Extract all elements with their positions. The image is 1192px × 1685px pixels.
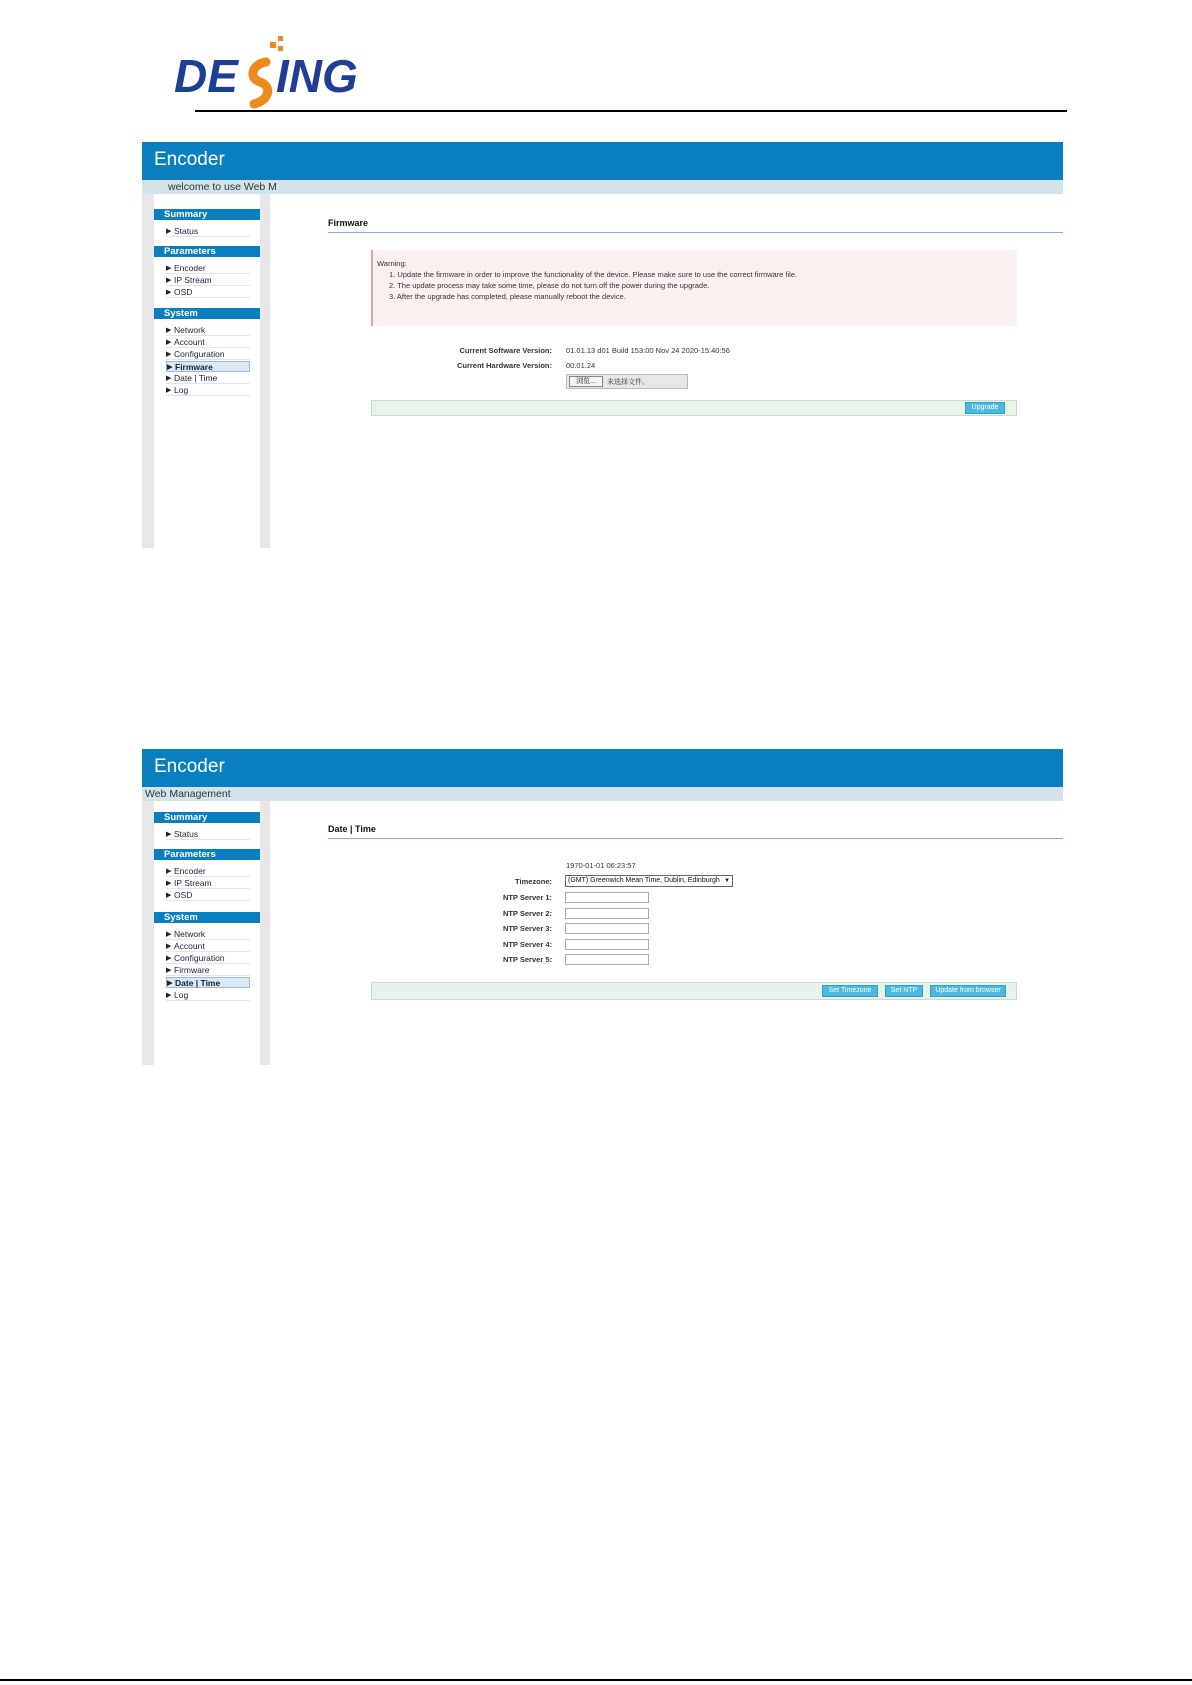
nav-item-osd[interactable] <box>166 890 250 901</box>
triangle-right-icon: ▶ <box>166 375 172 382</box>
nav-item-label: Configuration <box>174 349 225 359</box>
nav-item-log[interactable] <box>166 385 250 396</box>
warning-line: 2. The update process may take some time, please do not turn off the power during the upgrade. <box>389 281 710 290</box>
warning-title: Warning: <box>377 259 407 268</box>
nav-item-label: Log <box>174 385 189 395</box>
triangle-right-icon: ▶ <box>166 339 172 346</box>
triangle-right-icon: ▶ <box>166 327 172 334</box>
welcome-text: welcome to use Web M <box>168 181 277 193</box>
triangle-right-icon: ▶ <box>166 351 172 358</box>
nav-item-label: OSD <box>174 890 193 900</box>
left-margin <box>142 194 154 548</box>
nav-item-label: Account <box>174 941 205 951</box>
welcome-bar <box>142 180 1063 194</box>
nav-item-label: Status <box>174 226 199 236</box>
nav-item-label: IP Stream <box>174 878 212 888</box>
app-title: Encoder <box>154 149 225 170</box>
nav-item-label: Configuration <box>174 953 225 963</box>
nav-item-label: OSD <box>174 287 193 297</box>
page-title-rule <box>328 838 1063 839</box>
action-bar <box>371 982 1017 1000</box>
nav-item-label: Firmware <box>174 965 210 975</box>
nav-item-configuration[interactable] <box>166 953 250 964</box>
triangle-right-icon: ▶ <box>166 831 172 838</box>
triangle-right-icon: ▶ <box>166 892 172 899</box>
ntp-server-5-input[interactable] <box>565 954 649 965</box>
triangle-right-icon: ▶ <box>166 992 172 999</box>
browse-button[interactable]: 浏览... <box>569 376 603 387</box>
page-title: Date | Time <box>328 824 376 834</box>
page-footer-rule <box>0 1679 1192 1681</box>
timezone-select[interactable] <box>565 875 733 887</box>
warning-line: 3. After the upgrade has completed, please manually reboot the device. <box>389 292 626 301</box>
ntp-server-3-label: NTP Server 3: <box>502 924 552 933</box>
triangle-right-icon: ▶ <box>166 967 172 974</box>
triangle-right-icon: ▶ <box>166 265 172 272</box>
nav-heading-parameters: Parameters <box>154 849 260 860</box>
update-from-browser-button[interactable]: Update from browser <box>930 985 1006 997</box>
warning-box <box>371 250 1017 326</box>
nav-item-label: Status <box>174 829 199 839</box>
nav-heading-system: System <box>154 912 260 923</box>
welcome-text: Web Management <box>145 788 231 800</box>
logo-text: DE <box>174 50 238 102</box>
triangle-right-icon: ▶ <box>167 364 173 371</box>
welcome-bar <box>142 787 1063 801</box>
nav-item-status[interactable] <box>166 226 250 237</box>
nav-item-account[interactable] <box>166 337 250 348</box>
nav-item-configuration[interactable] <box>166 349 250 360</box>
app-header <box>142 142 1063 180</box>
ntp-server-3-input[interactable] <box>565 923 649 934</box>
sidebar-divider <box>260 194 270 548</box>
triangle-right-icon: ▶ <box>166 228 172 235</box>
page-title-rule <box>328 232 1063 233</box>
action-bar <box>371 400 1017 416</box>
svg-text:ING: ING <box>276 50 358 102</box>
ntp-server-2-input[interactable] <box>565 908 649 919</box>
firmware-file-input[interactable] <box>566 374 688 389</box>
nav-item-label: Encoder <box>174 263 206 273</box>
nav-item-date-time[interactable] <box>166 373 250 384</box>
warning-line: 1. Update the firmware in order to improve the functionality of the device. Please make sure to use the correct firmware file. <box>389 270 798 279</box>
ntp-server-4-label: NTP Server 4: <box>502 940 552 949</box>
nav-item-status[interactable] <box>166 829 250 840</box>
triangle-right-icon: ▶ <box>166 955 172 962</box>
nav-heading-parameters: Parameters <box>154 246 260 257</box>
nav-item-network[interactable] <box>166 929 250 940</box>
ntp-server-1-input[interactable] <box>565 892 649 903</box>
desing-logo <box>174 34 374 110</box>
ntp-server-1-label: NTP Server 1: <box>502 893 552 902</box>
nav-item-log[interactable] <box>166 990 250 1001</box>
desing-logo-graphic <box>174 34 374 110</box>
nav-item-encoder[interactable] <box>166 263 250 274</box>
nav-heading-system: System <box>154 308 260 319</box>
upgrade-button[interactable]: Upgrade <box>965 402 1005 414</box>
set-timezone-button[interactable]: Set Timezone <box>822 985 878 997</box>
triangle-right-icon: ▶ <box>166 931 172 938</box>
sidebar-divider <box>260 801 270 1065</box>
nav-item-label: Network <box>174 929 206 939</box>
nav-item-label: Network <box>174 325 206 335</box>
page-title: Firmware <box>328 218 369 228</box>
nav-item-label: Date | Time <box>175 978 221 988</box>
hardware-version-value: 00.01.24 <box>566 361 596 370</box>
nav-heading-summary: Summary <box>154 209 260 220</box>
nav-heading-summary: Summary <box>154 812 260 823</box>
triangle-right-icon: ▶ <box>166 943 172 950</box>
nav-item-firmware[interactable] <box>166 965 250 976</box>
software-version-value: 01.01.13 d01 Build 153:00 Nov 24 2020-15:40:56 <box>566 346 730 355</box>
timezone-value: (GMT) Greenwich Mean Time, Dublin, Edinburgh <box>568 877 720 884</box>
triangle-right-icon: ▶ <box>166 868 172 875</box>
nav-item-label: Date | Time <box>174 373 218 383</box>
firmware-screenshot <box>142 142 1063 548</box>
software-version-label: Current Software Version: <box>459 346 552 355</box>
ntp-server-4-input[interactable] <box>565 939 649 950</box>
triangle-right-icon: ▶ <box>166 289 172 296</box>
triangle-right-icon: ▶ <box>166 277 172 284</box>
nav-item-label: IP Stream <box>174 275 212 285</box>
nav-item-date-time[interactable] <box>166 977 250 988</box>
hardware-version-label: Current Hardware Version: <box>456 361 552 370</box>
current-time: 1970-01-01 06:23:57 <box>566 861 636 870</box>
header-rule <box>195 110 1067 112</box>
nav-item-osd[interactable] <box>166 287 250 298</box>
caret-down-icon: ▼ <box>724 878 730 884</box>
nav-item-firmware[interactable] <box>166 361 250 372</box>
nav-item-label: Firmware <box>175 362 213 372</box>
ntp-server-2-label: NTP Server 2: <box>502 909 552 918</box>
triangle-right-icon: ▶ <box>166 880 172 887</box>
file-status: 未选择文件。 <box>607 379 649 386</box>
nav-item-encoder[interactable] <box>166 866 250 877</box>
nav-item-network[interactable] <box>166 325 250 336</box>
triangle-right-icon: ▶ <box>167 980 173 987</box>
triangle-right-icon: ▶ <box>166 387 172 394</box>
nav-item-ip-stream[interactable] <box>166 878 250 889</box>
nav-item-label: Encoder <box>174 866 206 876</box>
nav-item-label: Account <box>174 337 205 347</box>
ntp-server-5-label: NTP Server 5: <box>502 955 552 964</box>
timezone-label: Timezone: <box>515 877 552 886</box>
app-title: Encoder <box>154 756 225 777</box>
set-ntp-button[interactable]: Set NTP <box>885 985 923 997</box>
nav-item-ip-stream[interactable] <box>166 275 250 286</box>
date-time-screenshot <box>142 749 1063 1065</box>
app-header <box>142 749 1063 787</box>
left-margin <box>142 801 154 1065</box>
nav-item-label: Log <box>174 990 189 1000</box>
nav-item-account[interactable] <box>166 941 250 952</box>
